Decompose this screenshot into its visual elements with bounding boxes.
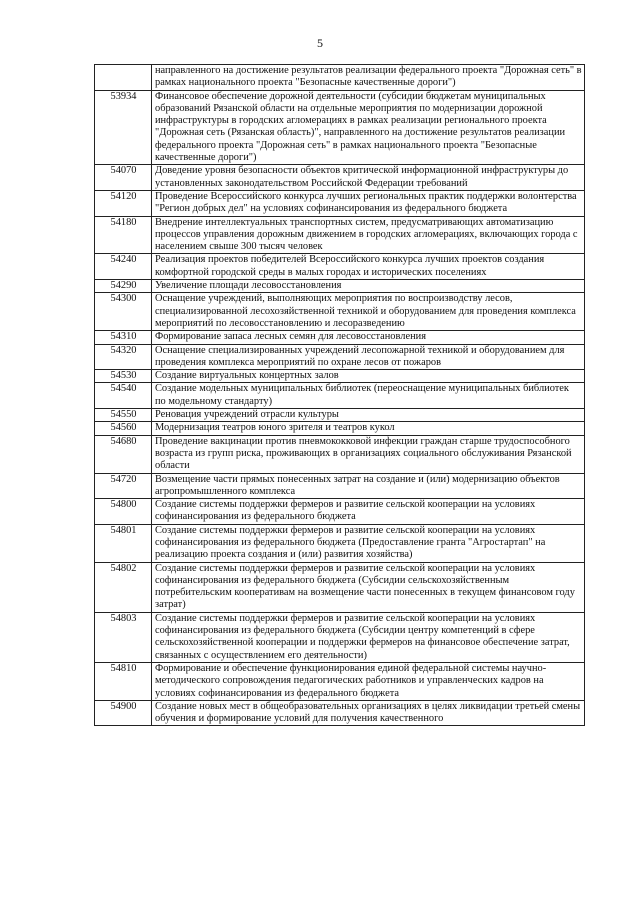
row-code: 54803	[95, 612, 152, 662]
row-code: 54120	[95, 190, 152, 216]
table-row	[95, 612, 585, 662]
row-description: Проведение вакцинации против пневмококковой инфекции граждан старше трудоспособного возраста из групп риска, проживающих в организациях социального обслуживания Рязанской области	[152, 435, 585, 473]
row-code: 54070	[95, 165, 152, 191]
table-row	[95, 422, 585, 435]
row-code: 53934	[95, 90, 152, 165]
table-row	[95, 293, 585, 331]
table-row	[95, 383, 585, 409]
row-code: 54530	[95, 370, 152, 383]
row-description: Оснащение учреждений, выполняющих мероприятия по воспроизводству лесов, специализированной лесохозяйственной техникой и оборудованием для проведения комплекса мероприятий по лесовосстановлению и лесоразведению	[152, 293, 585, 331]
row-code: 54802	[95, 562, 152, 612]
table-row	[95, 499, 585, 525]
row-code: 54800	[95, 499, 152, 525]
row-code: 54180	[95, 216, 152, 254]
table-row	[95, 280, 585, 293]
table-row	[95, 90, 585, 165]
page-number: 5	[317, 36, 323, 50]
table-row	[95, 190, 585, 216]
row-description: Доведение уровня безопасности объектов критической информационной инфраструктуры до установленных законодательством Российской Федерации требований	[152, 165, 585, 191]
table-row	[95, 331, 585, 344]
row-code: 54550	[95, 409, 152, 422]
row-code: 54810	[95, 662, 152, 700]
table-row	[95, 562, 585, 612]
table-row	[95, 254, 585, 280]
row-description: Формирование и обеспечение функционирования единой федеральной системы научно-методического сопровождения педагогических работников и управленческих кадров на условиях софинансирования из федерального бюджета	[152, 662, 585, 700]
row-description: Реализация проектов победителей Всероссийского конкурса лучших проектов создания комфортной городской среды в малых городах и исторических поселениях	[152, 254, 585, 280]
table-row	[95, 473, 585, 499]
table-row	[95, 344, 585, 370]
table-row	[95, 662, 585, 700]
row-code: 54560	[95, 422, 152, 435]
row-description: Создание новых мест в общеобразовательных организациях в целях ликвидации третьей смены обучения и формирование условий для получения качественного	[152, 700, 585, 726]
row-code: 54540	[95, 383, 152, 409]
row-code: 54801	[95, 524, 152, 562]
table-row	[95, 409, 585, 422]
row-description: направленного на достижение результатов реализации федерального проекта "Дорожная сеть" в рамках национального проекта "Безопасные качественные дороги")	[152, 65, 585, 91]
table-row	[95, 165, 585, 191]
row-code: 54900	[95, 700, 152, 726]
table-row	[95, 524, 585, 562]
row-description: Создание системы поддержки фермеров и развитие сельской кооперации на условиях софинансирования из федерального бюджета (Субсидии сельскохозяйственным потребительским кооперативам на возмещение части понесенных в текущем финансовом году затрат)	[152, 562, 585, 612]
row-code: 54720	[95, 473, 152, 499]
row-description: Создание системы поддержки фермеров и развитие сельской кооперации на условиях софинансирования из федерального бюджета (Предоставление гранта "Агростартап" на реализацию проекта создания и (или) развития хозяйства)	[152, 524, 585, 562]
row-code: 54310	[95, 331, 152, 344]
row-code	[95, 65, 152, 91]
row-description: Увеличение площади лесовосстановления	[152, 280, 585, 293]
row-description: Внедрение интеллектуальных транспортных систем, предусматривающих автоматизацию процессов управления дорожным движением в городских агломерациях, включающих города с населением свыше 300 тысяч человек	[152, 216, 585, 254]
table-row	[95, 65, 585, 91]
row-code: 54680	[95, 435, 152, 473]
row-description: Создание системы поддержки фермеров и развитие сельской кооперации на условиях софинансирования из федерального бюджета (Субсидии центру компетенций в сфере сельскохозяйственной кооперации и поддержки фермеров на финансовое обеспечение затрат, связанных с осуществлением его деятельности)	[152, 612, 585, 662]
row-description: Проведение Всероссийского конкурса лучших региональных практик поддержки волонтерства "Регион добрых дел" на условиях софинансирования из федерального бюджета	[152, 190, 585, 216]
row-code: 54320	[95, 344, 152, 370]
row-description: Создание системы поддержки фермеров и развитие сельской кооперации на условиях софинансирования из федерального бюджета	[152, 499, 585, 525]
row-code: 54240	[95, 254, 152, 280]
table-row	[95, 216, 585, 254]
row-code: 54300	[95, 293, 152, 331]
row-description: Формирование запаса лесных семян для лесовосстановления	[152, 331, 585, 344]
row-description: Финансовое обеспечение дорожной деятельности (субсидии бюджетам муниципальных образований Рязанской области на отдельные мероприятия по модернизации дорожной инфраструктуры в городских агломерациях в рамках реализации регионального проекта "Дорожная сеть (Рязанская область)", направленного на достижение результатов реализации федерального проекта "Дорожная сеть" в рамках национального проекта "Безопасные качественные дороги")	[152, 90, 585, 165]
row-description: Возмещение части прямых понесенных затрат на создание и (или) модернизацию объектов агропромышленного комплекса	[152, 473, 585, 499]
row-code: 54290	[95, 280, 152, 293]
budget-codes-table	[94, 64, 585, 726]
row-description: Создание модельных муниципальных библиотек (переоснащение муниципальных библиотек по модельному стандарту)	[152, 383, 585, 409]
table-row	[95, 370, 585, 383]
row-description: Реновация учреждений отрасли культуры	[152, 409, 585, 422]
row-description: Модернизация театров юного зрителя и театров кукол	[152, 422, 585, 435]
table-row	[95, 435, 585, 473]
row-description: Оснащение специализированных учреждений лесопожарной техникой и оборудованием для проведения комплекса мероприятий по охране лесов от пожаров	[152, 344, 585, 370]
table-row	[95, 700, 585, 726]
table-body	[95, 65, 585, 726]
row-description: Создание виртуальных концертных залов	[152, 370, 585, 383]
